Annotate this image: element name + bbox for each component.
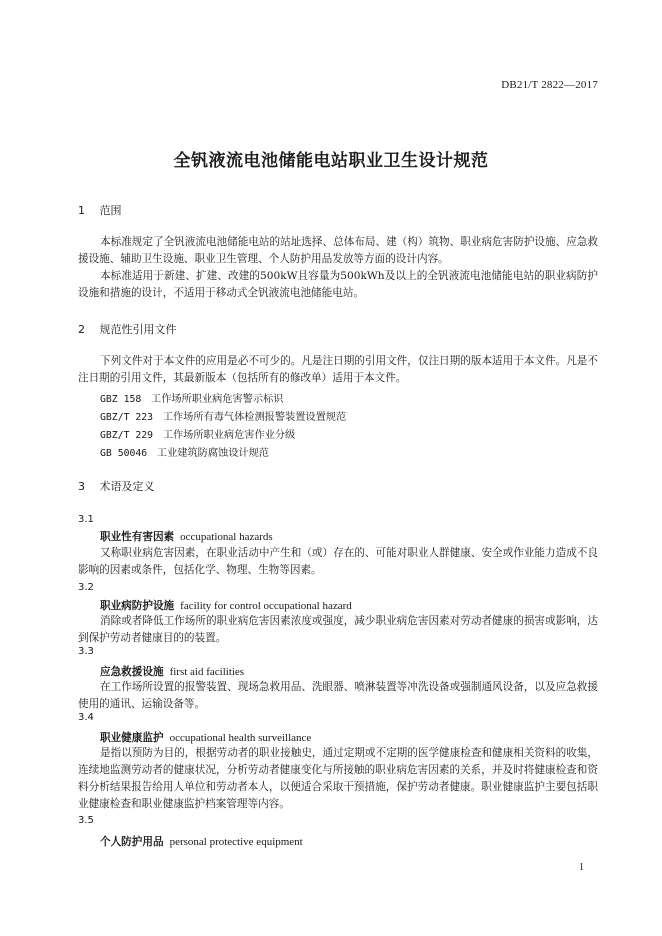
term-en: facility for control occupational hazard <box>180 600 352 612</box>
term-zh: 职业病防护设施 <box>100 600 175 612</box>
section-title: 规范性引用文件 <box>99 323 177 336</box>
standard-code: DB21/T 2822—2017 <box>501 79 598 91</box>
reference-title: 工作场所职业病危害作业分级 <box>162 430 296 441</box>
term-zh: 职业健康监护 <box>100 732 164 744</box>
term-definition: 是指以预防为目的，根据劳动者的职业接触史，通过定期或不定期的医学健康检查和健康相关资料的收集，连续地监测劳动者的健康状况，分析劳动者健康变化与所接触的职业病危害因素的关系，并及时将健康检查和资料分析结果报告给用人单位和劳动者本人，以便适合采取干预措施，保护劳动者健康。职业健康监护主要包括职业健康检查和职业健康监护档案管理等内容。 <box>78 747 598 810</box>
term-heading <box>100 730 311 745</box>
term-definition: 消除或者降低工作场所的职业病危害因素浓度或强度，减少职业病危害因素对劳动者健康的损害或影响，达到保护劳动者健康目的的装置。 <box>78 615 598 644</box>
section-number: 1 <box>78 204 85 217</box>
term-number: 3.4 <box>78 712 94 723</box>
term-number: 3.5 <box>78 815 94 826</box>
reference-code: GBZ/T 229 <box>100 430 154 441</box>
reference-code: GBZ 158 <box>100 394 142 405</box>
section-number: 2 <box>78 323 85 336</box>
section-heading-terms <box>78 478 155 494</box>
term-number: 3.2 <box>78 582 94 593</box>
term-en: personal protective equipment <box>169 836 303 848</box>
term-number: 3.3 <box>78 646 94 657</box>
scope-paragraph-2: 本标准适用于新建、扩建、改建的500kW且容量为500kWh及以上的全钒液流电池储能电站的职业病防护设施和措施的设计，不适用于移动式全钒液流电池储能电站。 <box>78 270 598 299</box>
reference-title: 工业建筑防腐蚀设计规范 <box>156 448 269 459</box>
reference-code: GB 50046 <box>100 448 148 459</box>
reference-item <box>100 408 346 423</box>
section-title: 范围 <box>99 204 122 217</box>
reference-title: 工作场所有毒气体检测报警装置设置规范 <box>162 412 347 423</box>
reference-item <box>100 426 295 441</box>
term-number: 3.1 <box>78 514 94 525</box>
term-heading <box>100 834 303 849</box>
document-title: 全钒液流电池储能电站职业卫生设计规范 <box>173 151 489 171</box>
term-zh: 职业性有害因素 <box>100 531 175 543</box>
reference-item <box>100 444 269 459</box>
reference-title: 工作场所职业病危害警示标识 <box>151 394 284 405</box>
term-heading <box>100 664 244 679</box>
term-heading <box>100 598 352 613</box>
term-zh: 应急救援设施 <box>100 666 164 678</box>
section-title: 术语及定义 <box>99 480 155 493</box>
term-en: occupational hazards <box>180 531 273 543</box>
reference-code: GBZ/T 223 <box>100 412 154 423</box>
section-heading-references <box>78 321 177 337</box>
reference-item <box>100 390 283 405</box>
term-definition: 又称职业病危害因素，在职业活动中产生和（或）存在的、可能对职业人群健康、安全或作业能力造成不良影响的因素或条件，包括化学、物理、生物等因素。 <box>78 547 598 576</box>
term-zh: 个人防护用品 <box>100 836 164 848</box>
page-number: 1 <box>579 862 584 873</box>
term-en: occupational health surveillance <box>169 732 312 744</box>
term-en: first aid facilities <box>169 666 245 678</box>
section-number: 3 <box>78 480 85 493</box>
section-heading-scope <box>78 202 122 218</box>
scope-paragraph-1: 本标准规定了全钒液流电池储能电站的站址选择、总体布局、建（构）筑物、职业病危害防护设施、应急救援设施、辅助卫生设施、职业卫生管理、个人防护用品发放等方面的设计内容。 <box>78 236 598 265</box>
references-intro: 下列文件对于本文件的应用是必不可少的。凡是注日期的引用文件，仅注日期的版本适用于本文件。凡是不注日期的引用文件，其最新版本（包括所有的修改单）适用于本文件。 <box>78 355 598 384</box>
term-heading <box>100 529 273 544</box>
term-definition: 在工作场所设置的报警装置、现场急救用品、洗眼器、喷淋装置等冲洗设备或强制通风设备，以及应急救援使用的通讯、运输设备等。 <box>78 681 598 710</box>
